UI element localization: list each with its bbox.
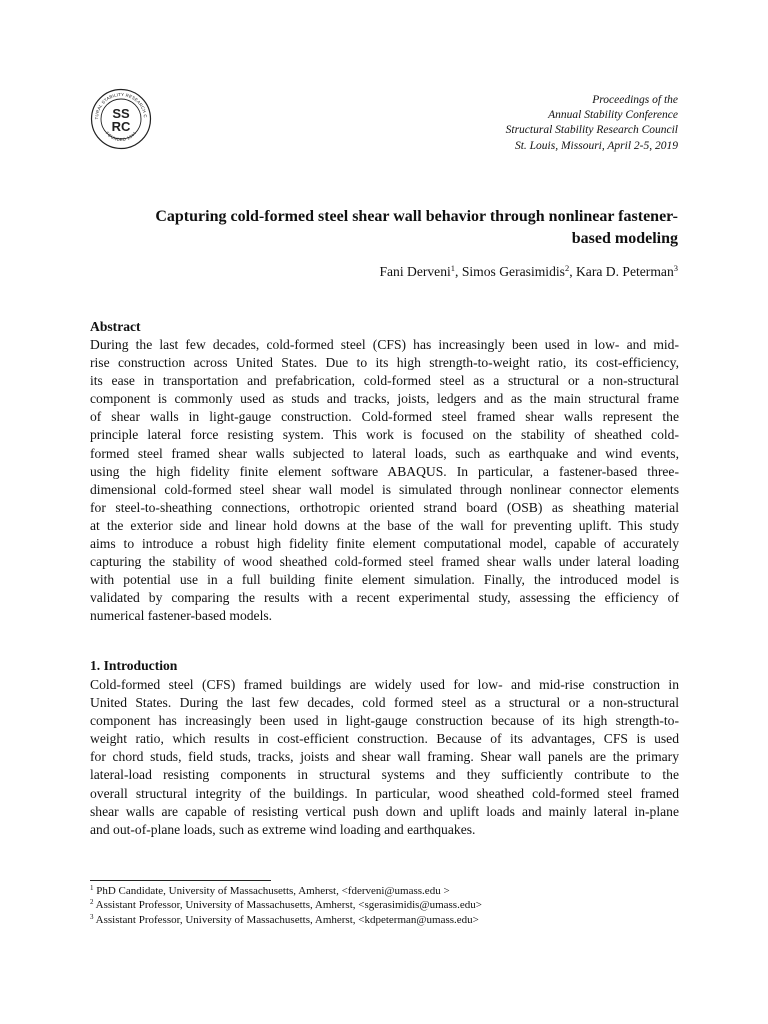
proceedings-line: Annual Stability Conference xyxy=(548,109,678,122)
author-affiliation-mark: 2 xyxy=(564,263,570,273)
author-name: Fani Derveni xyxy=(379,264,451,279)
author-name: Simos Gerasimidis xyxy=(461,264,565,279)
logo-initials-top: SS xyxy=(112,106,130,121)
introduction-line: and out-of-plane loads, such as extreme wind loading and earthquakes. xyxy=(90,821,476,837)
author-list xyxy=(379,264,678,280)
footnote-mark: 1 xyxy=(90,884,94,892)
author-separator: , xyxy=(569,264,576,279)
footnote-text: PhD Candidate, University of Massachusetts, Amherst, <fderveni@umass.edu > xyxy=(93,885,450,897)
logo-initials-bottom: RC xyxy=(111,119,131,134)
abstract-line: using the high fidelity finite element software ABAQUS. In particular, a fastener-based three- xyxy=(90,463,679,479)
abstract-heading: Abstract xyxy=(90,319,141,334)
abstract-line: with potential use in a full building finite element simulation. Finally, the introduced model is xyxy=(90,572,679,588)
abstract-line: aims to introduce a robust high fidelity finite element computational model, capable of accurately xyxy=(90,536,679,552)
abstract-line: rise construction across United States. Due to its high strength-to-weight ratio, its cost-efficiency, xyxy=(90,355,679,371)
abstract-line: principle lateral force resisting system. This work is focused on the stability of sheathed cold- xyxy=(90,427,679,443)
ssrc-seal-icon xyxy=(90,88,152,150)
proceedings-line: St. Louis, Missouri, April 2-5, 2019 xyxy=(514,139,678,152)
proceedings-line: Proceedings of the xyxy=(592,94,678,106)
title-line: based modeling xyxy=(571,230,678,247)
footnote-mark: 2 xyxy=(90,898,94,907)
footnote xyxy=(90,913,482,927)
introduction-body xyxy=(90,676,679,839)
title-line: Capturing cold-formed steel shear wall behavior through nonlinear fastener- xyxy=(155,208,678,225)
logo-ring-top-text: TURAL STABILITY RESEARCH C xyxy=(93,91,149,120)
author-separator: , xyxy=(455,264,462,279)
author-name: Kara D. Peterman xyxy=(575,264,674,279)
introduction-line: weight ratio, which results in cost-efficient construction. Because of its advantages, CFS is used xyxy=(90,731,679,747)
abstract-line: formed steel framed shear walls subjected to lateral loads, such as earthquake and wind events, xyxy=(90,445,679,461)
abstract-line: validated by comparing the results with a recent experimental study, assessing the efficiency of xyxy=(90,590,679,606)
abstract-line: dimensional cold-formed steel shear wall model is simulated through nonlinear connector elements xyxy=(90,481,679,497)
introduction-line: United States. During the last few decades, cold formed steel as a structural or a non-structural xyxy=(90,695,679,711)
footnotes xyxy=(90,884,482,927)
footnote-text: Assistant Professor, University of Massachusetts, Amherst, <kdpeterman@umass.edu> xyxy=(93,913,479,926)
abstract-line: capturing the stability of wood sheathed cold-formed steel framed shear walls under lateral loading xyxy=(90,554,679,570)
ssrc-logo xyxy=(90,88,152,150)
footnote-text: Assistant Professor, University of Massachusetts, Amherst, <sgerasimidis@umass.edu> xyxy=(93,899,482,912)
author-affiliation-mark: 3 xyxy=(673,263,678,273)
footnote xyxy=(90,884,482,898)
proceedings-header xyxy=(506,93,678,154)
footnote xyxy=(90,898,482,912)
abstract-line: numerical fastener-based models. xyxy=(90,608,273,624)
abstract-body xyxy=(90,336,679,626)
abstract-line: its ease in transportation and prefabrication, cold-formed steel as a structural or a non-structural xyxy=(90,373,679,389)
introduction-line: lateral-load resisting components in structural systems and they sufficiently contribute to the xyxy=(90,767,679,783)
abstract-line: for steel-to-sheathing connections, orthotropic oriented strand board (OSB) as sheathing material xyxy=(90,499,679,515)
abstract-line: at the exterior side and linear hold downs at the base of the wall for preventing uplift. This study xyxy=(90,517,679,533)
introduction-line: component has increasingly been used in light-gauge construction because of its high strength-to- xyxy=(90,713,679,729)
abstract-line: of shear walls in light-gauge construction. Cold-formed steel framed shear walls represent the xyxy=(90,409,679,425)
introduction-line: overall structural integrity of the buildings. In particular, wood sheathed cold-formed steel framed xyxy=(90,785,679,801)
proceedings-line: Structural Stability Research Council xyxy=(505,124,678,137)
introduction-line: for chord studs, field studs, tracks, joists and shear wall framing. Shear wall panels are the primary xyxy=(90,749,679,765)
abstract-line: During the last few decades, cold-formed steel (CFS) has increasingly been used in low- and mid- xyxy=(90,337,679,352)
paper-title xyxy=(90,206,678,250)
introduction-heading: 1. Introduction xyxy=(90,658,178,673)
abstract-line: component is commonly used as studs and tracks, joists, ledgers and as the main structural frame xyxy=(90,391,679,407)
footnote-divider xyxy=(90,880,271,881)
logo-ring-bottom-text: FOUNDED 1944 xyxy=(104,130,138,143)
introduction-line: Cold-formed steel (CFS) framed buildings are widely used for low- and mid-rise construction in xyxy=(90,677,679,692)
author-affiliation-mark: 1 xyxy=(450,263,456,273)
footnote-mark: 3 xyxy=(90,912,94,921)
introduction-line: shear walls are capable of resisting vertical push down and uplift loads and mainly lateral in-plane xyxy=(90,803,679,819)
